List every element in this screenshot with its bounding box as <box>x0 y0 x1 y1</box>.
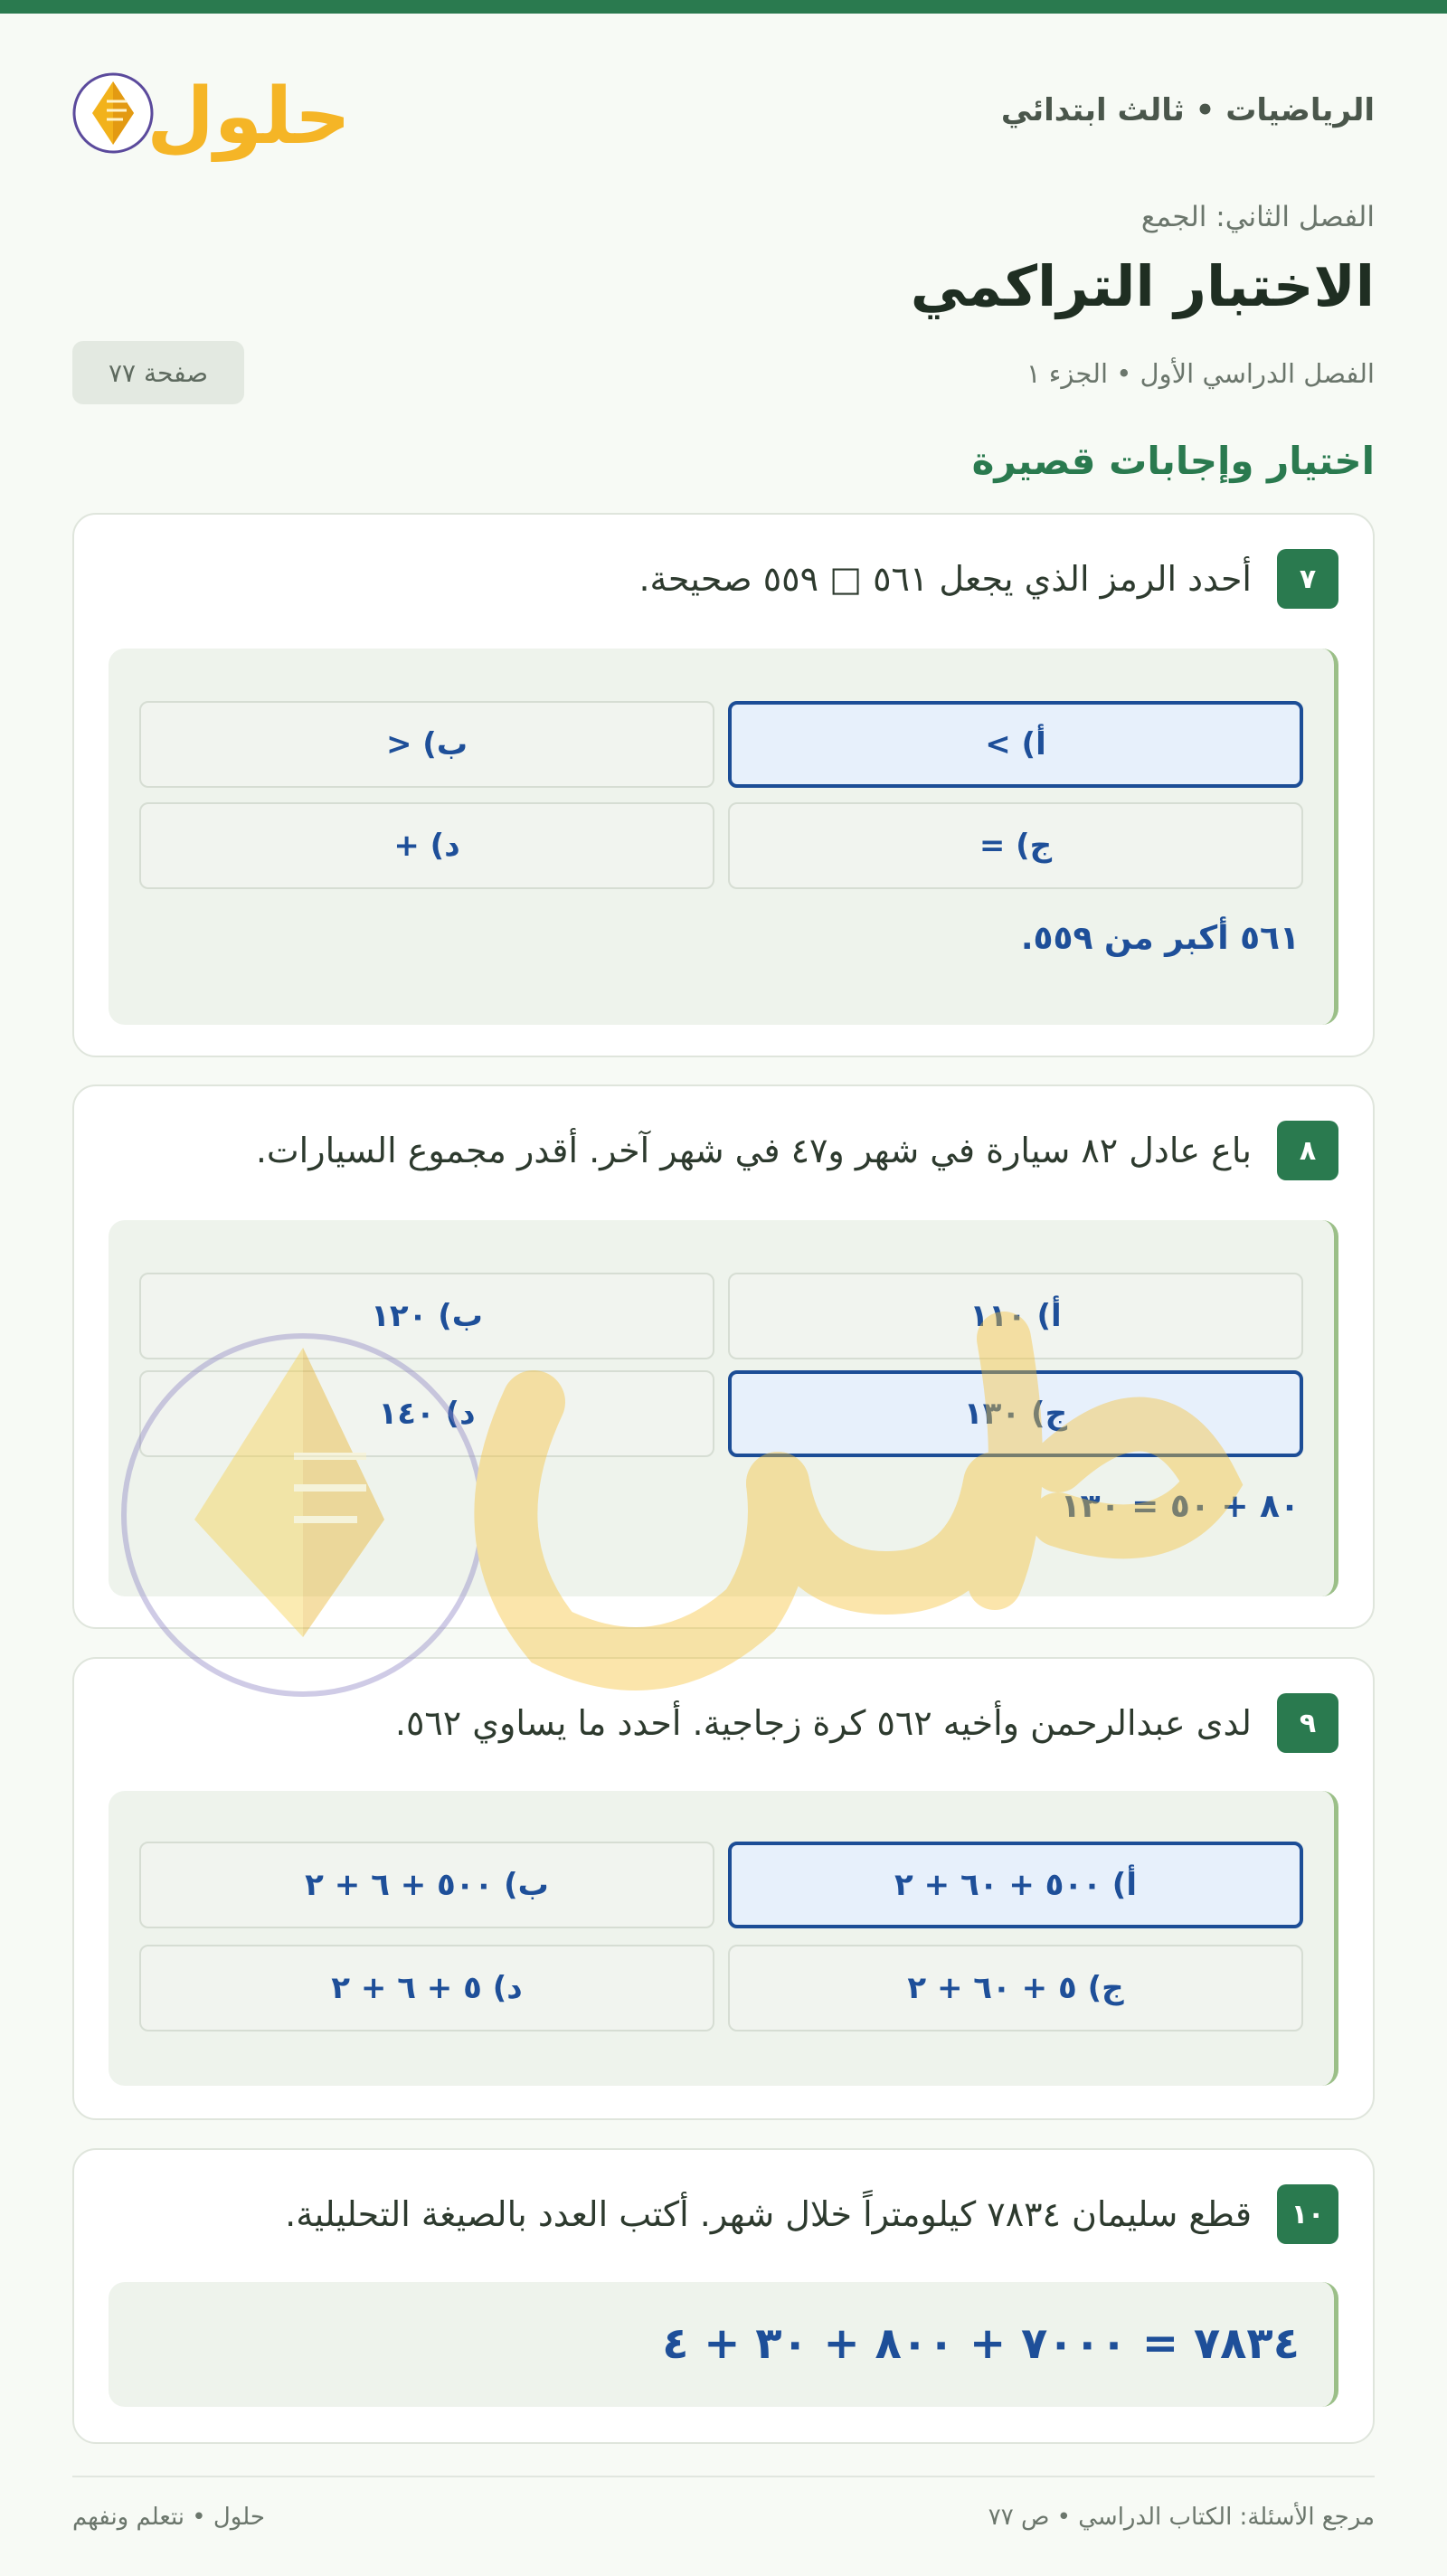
question-header <box>256 1121 1338 1180</box>
question-number-badge: ١٠ <box>1277 2184 1338 2244</box>
answer-explanation: ٥٦١ أكبر من ٥٥٩. <box>1020 920 1300 957</box>
option-a[interactable]: أ) ١١٠ <box>728 1273 1303 1359</box>
option-a[interactable]: أ) ٥٠٠ + ٦٠ + ٢ <box>728 1842 1303 1928</box>
page-title: الاختبار التراكمي <box>910 253 1375 319</box>
footer-divider <box>72 2476 1375 2477</box>
question-card-9 <box>72 1657 1375 2120</box>
term-label: الفصل الدراسي الأول • الجزء ١ <box>1026 358 1375 389</box>
question-number-badge: ٩ <box>1277 1693 1338 1753</box>
option-d[interactable]: د) ١٤٠ <box>139 1370 714 1457</box>
footer-tagline: حلول • نتعلم ونفهم <box>72 2504 265 2531</box>
answer-panel <box>109 1220 1338 1596</box>
question-text: قطع سليمان ٧٨٣٤ كيلومتراً خلال شهر. أكتب العدد بالصيغة التحليلية. <box>285 2194 1252 2234</box>
question-card-10 <box>72 2148 1375 2444</box>
hulul-logo[interactable] <box>72 54 344 172</box>
option-c[interactable]: ج) ٥ + ٦٠ + ٢ <box>728 1945 1303 2031</box>
question-text: لدى عبدالرحمن وأخيه ٥٦٢ كرة زجاجية. أحدد ما يساوي ٥٦٢. <box>394 1703 1252 1743</box>
option-c[interactable]: ج) ١٣٠ <box>728 1370 1303 1457</box>
question-card-8 <box>72 1084 1375 1629</box>
page-header <box>72 54 1375 172</box>
option-d[interactable]: د) ٥ + ٦ + ٢ <box>139 1945 714 2031</box>
option-b[interactable]: ب) ١٢٠ <box>139 1273 714 1359</box>
question-header <box>285 2184 1338 2244</box>
footer-reference: مرجع الأسئلة: الكتاب الدراسي • ص ٧٧ <box>988 2504 1375 2531</box>
question-text: أحدد الرمز الذي يجعل ٥٦١ □ ٥٥٩ صحيحة. <box>638 559 1252 599</box>
subject-label: الرياضيات • ثالث ابتدائي <box>1000 92 1375 128</box>
option-b[interactable]: ب) ٥٠٠ + ٦ + ٢ <box>139 1842 714 1928</box>
section-title: اختيار وإجابات قصيرة <box>971 439 1375 483</box>
answer-panel <box>109 1791 1338 2086</box>
top-accent-bar <box>0 0 1447 14</box>
option-a[interactable]: أ) > <box>728 701 1303 788</box>
option-b[interactable]: ب) < <box>139 701 714 788</box>
question-number-badge: ٧ <box>1277 549 1338 609</box>
question-header <box>638 549 1338 609</box>
question-header <box>395 1693 1338 1753</box>
answer-panel <box>109 2282 1338 2407</box>
question-card-7 <box>72 513 1375 1057</box>
hulul-logo-icon <box>72 54 344 172</box>
page-number-badge: صفحة ٧٧ <box>72 341 244 404</box>
chapter-label: الفصل الثاني: الجمع <box>1140 201 1375 233</box>
question-number-badge: ٨ <box>1277 1121 1338 1180</box>
answer-panel <box>109 649 1338 1025</box>
option-d[interactable]: د) + <box>139 802 714 889</box>
question-text: باع عادل ٨٢ سيارة في شهر و٤٧ في شهر آخر. أقدر مجموع السيارات. <box>255 1131 1252 1170</box>
answer-expanded-form: ٧٨٣٤ = ٧٠٠٠ + ٨٠٠ + ٣٠ + ٤ <box>662 2318 1300 2369</box>
logo-text: حلول <box>147 71 344 162</box>
answer-explanation: ٨٠ + ٥٠ = ١٣٠ <box>1060 1488 1300 1525</box>
option-c[interactable]: ج) = <box>728 802 1303 889</box>
